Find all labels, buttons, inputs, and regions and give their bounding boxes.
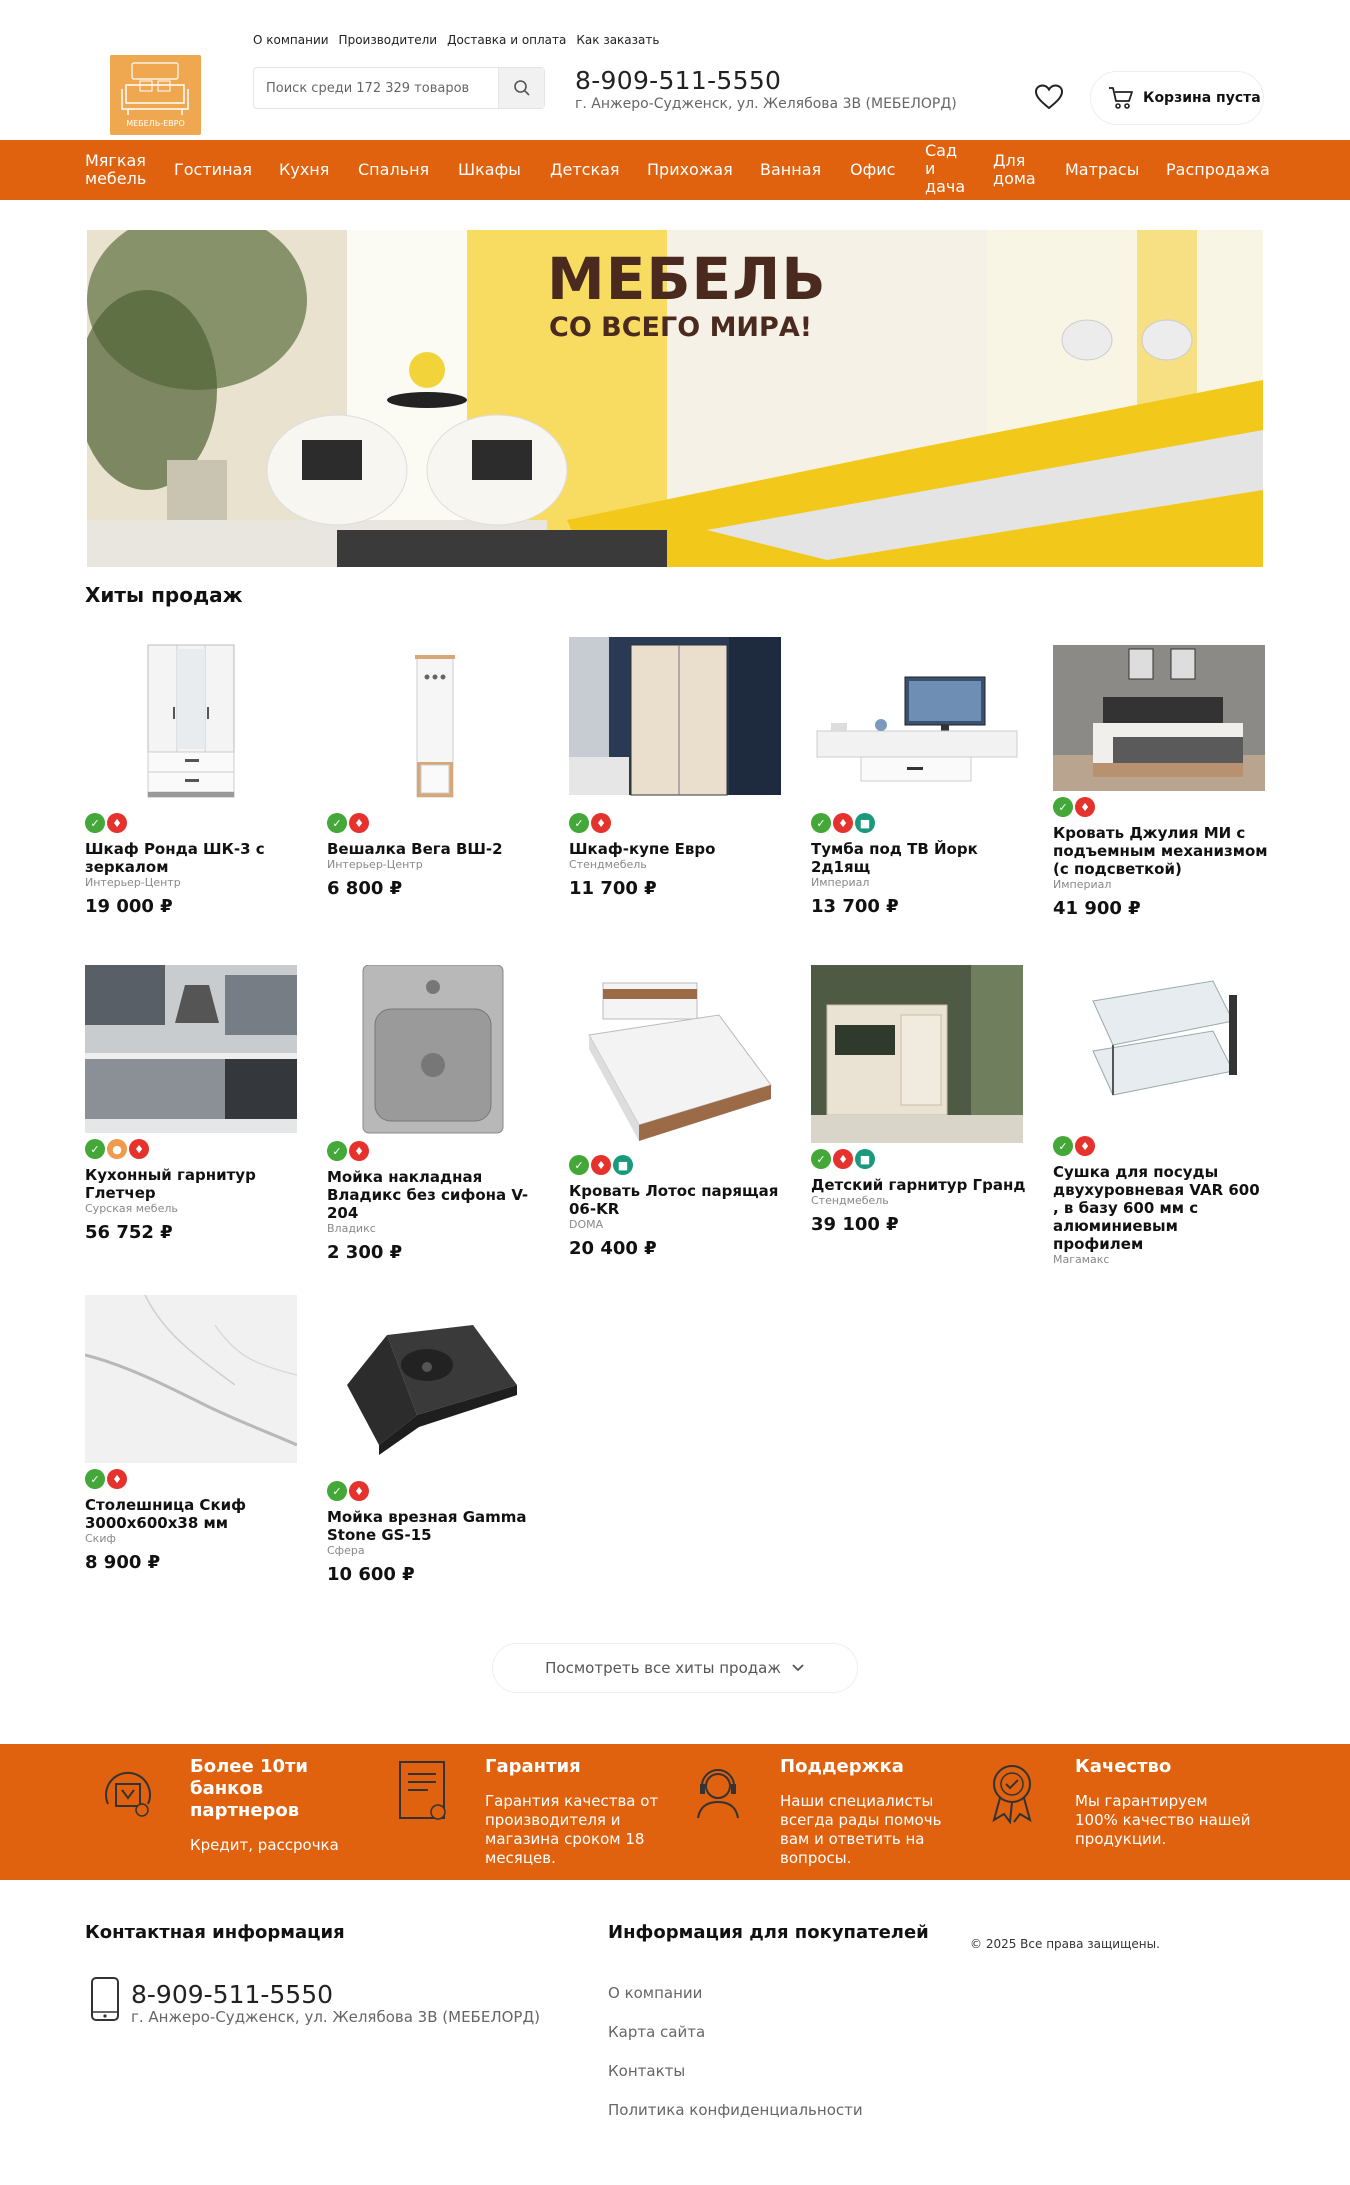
sink-image [327,965,539,1135]
product-price: 11 700 ₽ [569,878,657,899]
product-image[interactable] [1053,637,1265,791]
footer-buyers-title: Информация для покупателей [608,1922,929,1943]
fire-badge-icon: ♦ [833,1149,853,1169]
product-price: 56 752 ₽ [85,1222,173,1243]
product-price: 41 900 ₽ [1053,898,1141,919]
product-name[interactable]: Кухонный гарнитур Глетчер [85,1166,256,1202]
search-button[interactable] [498,68,544,108]
product-badges [85,1469,300,1489]
footer-phone[interactable]: 8-909-511-5550 [131,1980,334,2009]
product-image[interactable] [85,965,297,1133]
coat-rack-image [327,637,539,807]
feature-text: Мы гарантируем 100% качество нашей продукции. [1075,1792,1251,1848]
product-card[interactable] [327,637,542,899]
fire-badge-icon: ♦ [591,813,611,833]
countertop-image [85,1295,297,1463]
product-image[interactable] [327,965,539,1135]
product-price: 2 300 ₽ [327,1242,403,1263]
search-input[interactable] [254,68,498,108]
header-phone[interactable]: 8-909-511-5550 [575,66,782,95]
cart-label: Корзина пуста [1143,90,1261,106]
bed-image [1053,637,1265,791]
product-name[interactable]: Столешница Скиф 3000х600х38 мм [85,1496,247,1532]
truck-badge-icon: ■ [855,813,875,833]
product-image[interactable] [327,637,539,807]
footer-link-sitemap[interactable]: Карта сайта [608,2023,706,2041]
product-brand: Стендмебель [569,858,647,871]
nav-item-mattresses[interactable]: Матрасы [1065,160,1140,179]
nav-item-wardrobes[interactable]: Шкафы [458,160,521,179]
feature-text: Гарантия качества от производителя и магазина сроком 18 месяцев. [485,1792,659,1867]
product-price: 39 100 ₽ [811,1214,899,1235]
chevron-down-icon [791,1663,805,1673]
features-strip [0,1744,1350,1880]
nav-item-sale[interactable]: Распродажа [1166,160,1270,179]
granite-sink-image [327,1295,539,1475]
product-name[interactable]: Кровать Джулия МИ с подъемным механизмом (с подсветкой) [1053,824,1268,878]
product-badges [811,1149,1026,1169]
feature-support [780,1756,970,1868]
product-badges [327,1481,542,1501]
tv-stand-image [811,637,1023,807]
kitchen-set-image [85,965,297,1133]
view-all-label: Посмотреть все хиты продаж [545,1659,781,1677]
product-price: 6 800 ₽ [327,878,403,899]
product-name[interactable]: Тумба под ТВ Йорк 2д1ящ [811,840,978,876]
nav-item-hallway[interactable]: Прихожая [647,160,733,179]
feature-title: Более 10ти банков партнеров [190,1756,309,1821]
top-link-about[interactable]: О компании [253,33,329,47]
product-brand: Скиф [85,1532,116,1545]
product-name[interactable]: Мойка накладная Владикс без сифона V-204 [327,1168,529,1222]
product-image[interactable] [811,637,1023,807]
product-brand: DOMA [569,1218,604,1231]
check-badge-icon: ✓ [85,1139,105,1159]
nav-item-bedroom[interactable]: Спальня [358,160,430,179]
check-badge-icon: ✓ [1053,1136,1073,1156]
product-brand: Владикс [327,1222,376,1235]
product-name[interactable]: Мойка врезная Gamma Stone GS-15 [327,1508,527,1544]
product-brand: Интерьер-Центр [85,876,181,889]
product-name[interactable]: Шкаф-купе Евро [569,840,716,858]
check-badge-icon: ✓ [569,813,589,833]
footer-link-privacy[interactable]: Политика конфиденциальности [608,2101,863,2119]
product-badges [811,813,1026,833]
product-image[interactable] [327,1295,539,1475]
product-card[interactable] [569,965,784,1259]
top-links [253,33,659,47]
footer-link-about[interactable]: О компании [608,1984,703,2002]
heart-icon [1034,83,1064,111]
product-price: 13 700 ₽ [811,896,899,917]
product-image[interactable] [85,1295,297,1463]
product-badges [327,813,542,833]
feature-title: Поддержка [780,1756,904,1777]
product-card[interactable] [569,637,784,899]
check-badge-icon: ✓ [85,1469,105,1489]
hits-title: Хиты продаж [85,583,243,607]
footer-contacts-title: Контактная информация [85,1922,345,1943]
favorites-button[interactable] [1034,83,1064,115]
nav-item-garden[interactable]: Сад и дача [925,141,966,196]
feature-text: Наши специалисты всегда рады помочь вам и ответить на вопросы. [780,1792,942,1867]
feature-quality [1075,1756,1255,1849]
check-badge-icon: ✓ [811,813,831,833]
product-badges [327,1141,542,1161]
feature-title: Гарантия [485,1756,581,1777]
product-brand: Стендмебель [811,1194,889,1207]
nav-item-kids[interactable]: Детская [550,160,620,179]
banner-subtitle: СО ВСЕГО МИРА! [549,312,813,343]
check-badge-icon: ✓ [85,813,105,833]
truck-badge-icon: ■ [855,1149,875,1169]
nav-item-kitchen[interactable]: Кухня [279,160,330,179]
product-name[interactable]: Шкаф Ронда ШК-3 с зеркалом [85,840,265,876]
fire-badge-icon: ♦ [129,1139,149,1159]
fire-badge-icon: ♦ [349,1481,369,1501]
check-badge-icon: ✓ [327,1481,347,1501]
wallet-icon [98,1764,158,1824]
product-badges [569,813,784,833]
fire-badge-icon: ♦ [1075,797,1095,817]
product-brand: Сурская мебель [85,1202,178,1215]
header-address: г. Анжеро-Судженск, ул. Желябова 3В (МЕБЕЛОРД) [575,96,957,112]
product-card[interactable] [1053,965,1268,1267]
logo-text: МЕБЕЛЬ-ЕВРО [126,119,185,128]
banner-title: МЕБЕЛЬ [547,245,827,313]
product-badges [1053,797,1268,817]
nav-item-soft-furniture[interactable]: Мягкая мебель [85,151,147,188]
product-card[interactable] [811,965,1026,1235]
search-icon [513,79,531,97]
product-name[interactable]: Вешалка Вега ВШ-2 [327,840,503,858]
nav-item-office[interactable]: Офис [850,160,896,179]
feature-text: Кредит, рассрочка [190,1836,339,1854]
product-name[interactable]: Детский гарнитур Гранд [811,1176,1026,1194]
product-price: 8 900 ₽ [85,1552,161,1573]
view-all-hits-button[interactable] [492,1643,858,1693]
feature-warranty [485,1756,670,1868]
feature-banks [190,1756,360,1855]
check-badge-icon: ✓ [1053,797,1073,817]
product-brand: Империал [811,876,870,889]
product-price: 20 400 ₽ [569,1238,657,1259]
check-badge-icon: ✓ [327,813,347,833]
product-image[interactable] [1053,965,1265,1130]
product-brand: Интерьер-Центр [327,858,423,871]
fire-badge-icon: ♦ [107,1469,127,1489]
product-card[interactable] [85,965,300,1243]
product-image[interactable] [85,637,297,807]
product-image[interactable] [569,637,781,807]
logo[interactable] [110,55,201,135]
product-badges [85,813,300,833]
product-badges [1053,1136,1268,1156]
product-card[interactable] [1053,637,1268,937]
product-card[interactable] [85,637,300,917]
cart-button[interactable] [1090,71,1264,125]
kids-set-image [811,965,1023,1143]
fire-badge-icon: ♦ [349,1141,369,1161]
product-brand: Магамакс [1053,1253,1110,1266]
product-badges [569,1155,784,1175]
quality-medal-icon [984,1760,1040,1824]
nav-item-living-room[interactable]: Гостиная [174,160,252,179]
feature-title: Качество [1075,1756,1172,1777]
footer-link-contacts[interactable]: Контакты [608,2062,686,2080]
search-box [253,67,545,109]
product-badges [85,1139,300,1159]
product-card[interactable] [327,1295,542,1585]
cart-icon [1107,85,1135,111]
gift-badge-icon: ● [107,1139,127,1159]
product-card[interactable] [811,637,1026,917]
bed-frame-image [569,965,781,1149]
fire-badge-icon: ♦ [1075,1136,1095,1156]
fire-badge-icon: ♦ [349,813,369,833]
check-badge-icon: ✓ [811,1149,831,1169]
phone-icon [90,1976,120,2022]
nav-item-bathroom[interactable]: Ванная [760,160,822,179]
product-image[interactable] [811,965,1023,1143]
hero-banner[interactable] [87,230,1263,567]
dish-rack-image [1053,965,1265,1130]
product-card[interactable] [85,1295,300,1573]
product-brand: Сфера [327,1544,365,1557]
product-price: 10 600 ₽ [327,1564,415,1585]
top-link-how-to-order[interactable]: Как заказать [576,33,660,47]
main-nav [0,140,1350,200]
product-name[interactable]: Сушка для посуды двухуровневая VAR 600 , в базу 600 мм с алюминиевым профилем [1053,1163,1260,1253]
support-icon [688,1762,748,1822]
truck-badge-icon: ■ [613,1155,633,1175]
product-card[interactable] [327,965,542,1263]
product-name[interactable]: Кровать Лотос парящая 06-KR [569,1182,779,1218]
product-price: 19 000 ₽ [85,896,173,917]
sliding-wardrobe-image [569,637,781,807]
certificate-icon [398,1760,450,1824]
check-badge-icon: ✓ [569,1155,589,1175]
check-badge-icon: ✓ [327,1141,347,1161]
copyright: © 2025 Все права защищены. [970,1937,1160,1951]
fire-badge-icon: ♦ [107,813,127,833]
nav-item-home[interactable]: Для дома [993,151,1036,188]
top-link-manufacturers[interactable]: Производители [338,33,438,47]
footer-address: г. Анжеро-Судженск, ул. Желябова 3В (МЕБЕЛОРД) [131,2008,541,2026]
wardrobe-image [85,637,297,807]
top-link-delivery[interactable]: Доставка и оплата [447,33,567,47]
fire-badge-icon: ♦ [591,1155,611,1175]
fire-badge-icon: ♦ [833,813,853,833]
product-brand: Империал [1053,878,1112,891]
product-image[interactable] [569,965,781,1149]
